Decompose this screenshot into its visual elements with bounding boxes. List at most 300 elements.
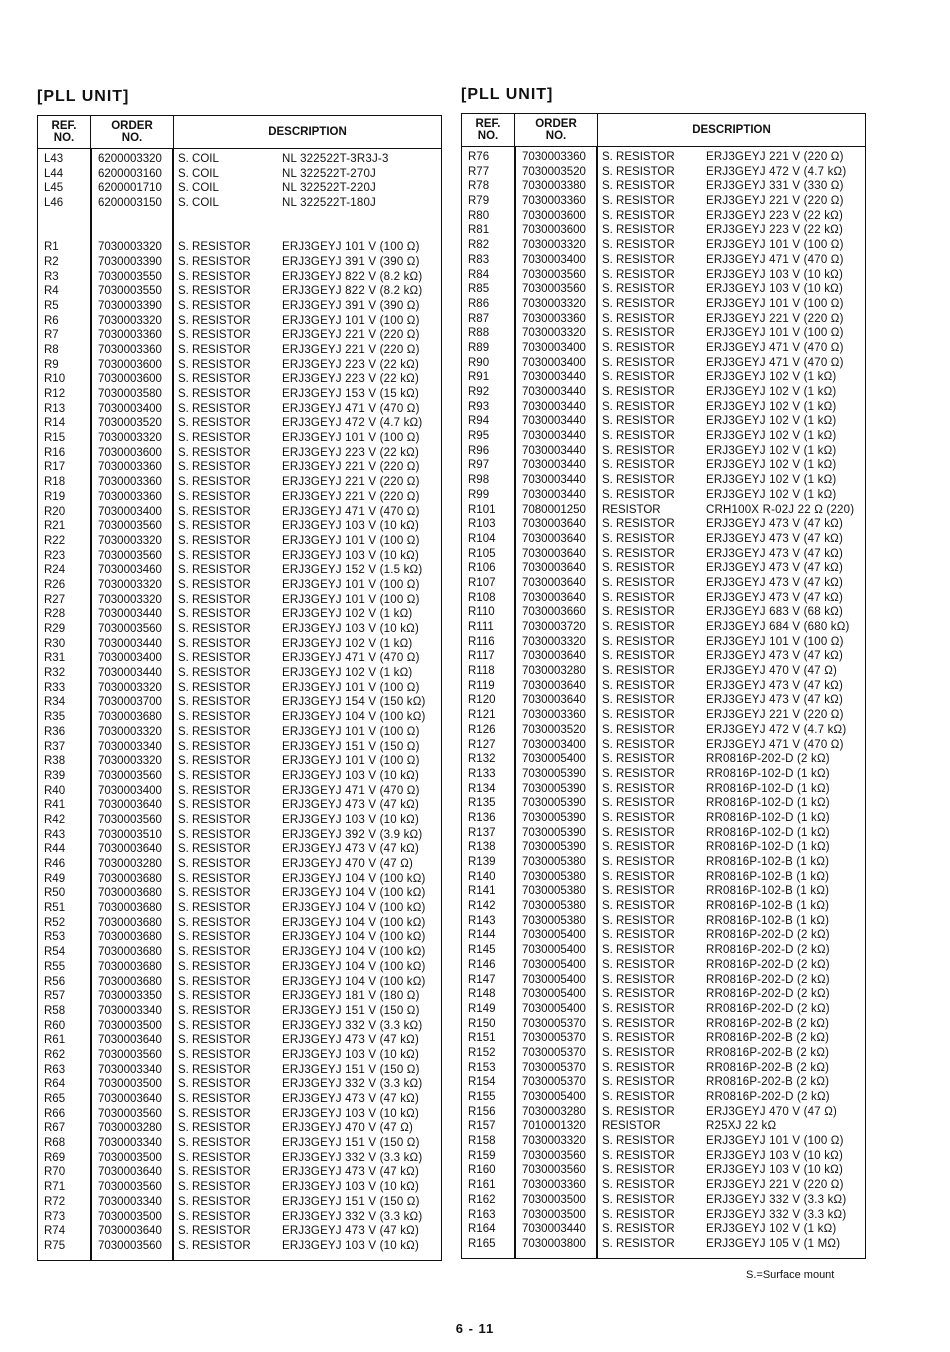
table-row [38, 989, 441, 1004]
cell-part-spec: RR0816P-102-D (1 kΩ) [706, 782, 830, 795]
cell-order-no: 7030003800 [522, 1237, 586, 1250]
cell-order-no: 7030005380 [522, 856, 586, 868]
cell-order-no: 7030003520 [98, 417, 162, 430]
cell-order-no: 7030003550 [98, 270, 162, 283]
table-row [38, 372, 441, 387]
cell-ref-no: R165 [468, 1237, 496, 1250]
cell-ref-no: R68 [44, 1137, 66, 1150]
cell-order-no: 7030003400 [98, 505, 162, 518]
cell-part-spec: ERJ3GEYJ 101 V (100 Ω) [706, 239, 844, 252]
cell-ref-no: R98 [468, 474, 490, 487]
cell-part-spec: ERJ3GEYJ 471 V (470 Ω) [282, 652, 420, 665]
cell-ref-no: R126 [468, 723, 496, 736]
table-row [38, 842, 441, 857]
cell-part-spec: ERJ3GEYJ 101 V (100 Ω) [282, 681, 420, 694]
cell-order-no: 7030003320 [98, 432, 162, 445]
table-row [38, 945, 441, 960]
cell-part-spec: ERJ3GEYJ 221 V (220 Ω) [706, 151, 844, 163]
cell-part-name: S. RESISTOR [602, 180, 675, 193]
cell-ref-no: R151 [468, 1032, 496, 1045]
table-row [462, 458, 865, 473]
cell-order-no: 7030005400 [522, 929, 586, 942]
table-body [462, 147, 865, 1258]
cell-part-name: S. RESISTOR [178, 740, 251, 753]
cell-ref-no: R14 [44, 417, 66, 430]
cell-part-spec: ERJ3GEYJ 102 V (1 kΩ) [706, 386, 837, 398]
cell-part-spec: ERJ3GEYJ 104 V (100 kΩ) [282, 946, 426, 959]
cell-part-name: S. RESISTOR [602, 1061, 675, 1074]
table-row [38, 828, 441, 843]
cell-order-no: 7030003320 [98, 593, 162, 606]
cell-ref-no: R44 [44, 843, 66, 856]
cell-part-spec: ERJ3GEYJ 471 V (470 Ω) [706, 253, 844, 266]
cell-ref-no: R149 [468, 1002, 496, 1015]
cell-part-name: S. RESISTOR [602, 958, 675, 971]
cell-part-name: S. RESISTOR [178, 1019, 251, 1032]
cell-ref-no: R142 [468, 900, 496, 913]
cell-part-spec: RR0816P-202-D (2 kΩ) [706, 929, 830, 942]
cell-ref-no: R4 [44, 285, 59, 298]
cell-ref-no: R76 [468, 151, 490, 163]
cell-ref-no: R144 [468, 929, 496, 942]
cell-ref-no: R35 [44, 711, 66, 724]
cell-part-spec: ERJ3GEYJ 104 V (100 kΩ) [282, 916, 426, 929]
cell-ref-no: R94 [468, 415, 490, 428]
cell-part-spec: RR0816P-202-B (2 kΩ) [706, 1076, 830, 1089]
cell-part-name: S. RESISTOR [602, 297, 675, 310]
cell-ref-no: R69 [44, 1151, 66, 1164]
table-row [38, 563, 441, 578]
cell-part-spec: ERJ3GEYJ 104 V (100 kΩ) [282, 887, 426, 900]
cell-order-no: 7030003440 [522, 444, 586, 457]
cell-ref-no: R156 [468, 1105, 496, 1118]
cell-part-name: S. RESISTOR [178, 828, 251, 841]
table-row [462, 752, 865, 767]
cell-ref-no: R163 [468, 1208, 496, 1221]
cell-ref-no: R153 [468, 1061, 496, 1074]
cell-part-name: S. RESISTOR [602, 1208, 675, 1221]
cell-order-no: 6200003160 [98, 167, 162, 180]
cell-part-spec: ERJ3GEYJ 221 V (220 Ω) [282, 329, 420, 342]
cell-part-spec: ERJ3GEYJ 101 V (100 Ω) [282, 534, 420, 547]
cell-ref-no: R99 [468, 488, 490, 501]
table-row [462, 253, 865, 268]
cell-ref-no: R58 [44, 1004, 66, 1017]
cell-part-name: S. RESISTOR [602, 356, 675, 369]
cell-order-no: 7030003640 [522, 679, 586, 692]
page-number: 6 - 11 [455, 1321, 495, 1336]
table-row [462, 223, 865, 238]
cell-order-no: 7030003510 [98, 828, 162, 841]
cell-ref-no: R24 [44, 564, 66, 577]
cell-order-no: 7030003360 [98, 343, 162, 356]
table-row [38, 1107, 441, 1122]
cell-part-name: S. RESISTOR [602, 1046, 675, 1059]
cell-order-no: 7030003680 [98, 711, 162, 724]
cell-part-spec: ERJ3GEYJ 103 V (10 kΩ) [706, 1164, 843, 1177]
table-row [462, 855, 865, 870]
cell-ref-no: R84 [468, 268, 490, 281]
cell-part-spec: ERJ3GEYJ 332 V (3.3 kΩ) [282, 1019, 423, 1032]
table-row [462, 738, 865, 753]
cell-part-name: S. RESISTOR [178, 725, 251, 738]
cell-order-no: 7030005400 [522, 944, 586, 957]
cell-order-no: 7030005370 [522, 1032, 586, 1045]
cell-order-no: 7030003600 [522, 224, 586, 237]
cell-part-name: S. RESISTOR [178, 1107, 251, 1120]
cell-part-spec: ERJ3GEYJ 472 V (4.7 kΩ) [706, 165, 847, 178]
table-row [38, 1063, 441, 1078]
cell-ref-no: R95 [468, 430, 490, 443]
cell-order-no: 7030003390 [98, 255, 162, 268]
cell-part-name: S. RESISTOR [602, 151, 675, 163]
table-row [38, 637, 441, 652]
cell-part-name: S. RESISTOR [178, 667, 251, 680]
cell-part-spec: ERJ3GEYJ 822 V (8.2 kΩ) [282, 270, 423, 283]
cell-part-name: S. RESISTOR [602, 1076, 675, 1089]
cell-part-name: S. RESISTOR [602, 1179, 675, 1192]
cell-order-no: 7030003460 [98, 564, 162, 577]
table-row [462, 341, 865, 356]
cell-part-spec: ERJ3GEYJ 102 V (1 kΩ) [706, 430, 837, 443]
cell-order-no: 7030003340 [98, 1004, 162, 1017]
cell-ref-no: R62 [44, 1048, 66, 1061]
cell-ref-no: R89 [468, 341, 490, 354]
cell-part-spec: ERJ3GEYJ 151 V (150 Ω) [282, 1137, 420, 1150]
cell-part-spec: ERJ3GEYJ 104 V (100 kΩ) [282, 975, 426, 988]
cell-part-name: S. RESISTOR [602, 973, 675, 986]
cell-ref-no: R106 [468, 562, 496, 575]
cell-part-name: S. RESISTOR [178, 564, 251, 577]
cell-order-no: 7030003640 [98, 1225, 162, 1238]
cell-order-no: 7030003560 [98, 549, 162, 562]
cell-ref-no: R121 [468, 709, 496, 722]
table-row [462, 723, 865, 738]
cell-part-name: S. RESISTOR [602, 665, 675, 678]
cell-part-spec: ERJ3GEYJ 103 V (10 kΩ) [282, 549, 419, 562]
table-row [38, 901, 441, 916]
table-row [38, 975, 441, 990]
cell-part-name: S. RESISTOR [178, 476, 251, 489]
cell-part-spec: ERJ3GEYJ 104 V (100 kΩ) [282, 872, 426, 885]
cell-order-no: 7030003520 [522, 723, 586, 736]
cell-part-spec: ERJ3GEYJ 151 V (150 Ω) [282, 1004, 420, 1017]
table-row [38, 725, 441, 740]
cell-part-name: RESISTOR [602, 503, 661, 516]
cell-part-spec: ERJ3GEYJ 104 V (100 kΩ) [282, 711, 426, 724]
cell-order-no: 7030003640 [522, 650, 586, 663]
cell-ref-no: R110 [468, 606, 495, 619]
cell-ref-no: R96 [468, 444, 490, 457]
cell-part-name: S. RESISTOR [178, 1195, 251, 1208]
cell-ref-no: R54 [44, 946, 66, 959]
cell-part-name: S. RESISTOR [178, 373, 251, 386]
cell-order-no: 7030003520 [522, 165, 586, 178]
cell-part-name: S. COIL [178, 182, 219, 195]
cell-ref-no: R50 [44, 887, 66, 900]
cell-part-spec: ERJ3GEYJ 684 V (680 kΩ) [706, 621, 850, 633]
table-row [38, 886, 441, 901]
cell-ref-no: R67 [44, 1122, 66, 1135]
cell-ref-no: R19 [44, 490, 66, 503]
cell-part-name: S. RESISTOR [602, 444, 675, 457]
cell-part-spec: ERJ3GEYJ 332 V (3.3 kΩ) [706, 1193, 847, 1206]
cell-order-no: 7030003440 [98, 667, 162, 680]
cell-part-name: S. RESISTOR [178, 990, 251, 1003]
table-row [462, 488, 865, 503]
cell-ref-no: R18 [44, 476, 66, 489]
table-row [462, 312, 865, 327]
cell-part-name: S. RESISTOR [178, 1137, 251, 1150]
cell-order-no: 7030003640 [522, 532, 586, 545]
table-row [38, 402, 441, 417]
cell-part-spec: ERJ3GEYJ 151 V (150 Ω) [282, 740, 420, 753]
cell-order-no: 7030003640 [522, 518, 586, 531]
cell-part-spec: ERJ3GEYJ 473 V (47 kΩ) [706, 694, 843, 707]
cell-ref-no: R26 [44, 578, 66, 591]
cell-ref-no: R105 [468, 547, 496, 560]
table-row [462, 400, 865, 415]
table-row [38, 1077, 441, 1092]
cell-part-spec: ERJ3GEYJ 101 V (100 Ω) [282, 725, 420, 738]
cell-part-name: S. RESISTOR [178, 858, 251, 870]
cell-part-spec: ERJ3GEYJ 223 V (22 kΩ) [282, 373, 419, 386]
table-row [38, 387, 441, 402]
cell-ref-no: L44 [44, 167, 64, 180]
cell-part-name: S. RESISTOR [602, 1237, 675, 1250]
table-row [462, 826, 865, 841]
cell-part-name: S. RESISTOR [178, 960, 251, 973]
table-row [38, 769, 441, 784]
table-row [38, 1239, 441, 1254]
cell-part-spec: NL 322522T-180J [282, 197, 377, 210]
table-row [38, 519, 441, 534]
cell-order-no: 7030003360 [98, 476, 162, 489]
cell-ref-no: R103 [468, 518, 496, 531]
cell-order-no: 7030003350 [98, 990, 162, 1003]
cell-part-name: S. RESISTOR [178, 1181, 251, 1194]
cell-part-spec: ERJ3GEYJ 103 V (10 kΩ) [282, 1181, 419, 1194]
cell-part-spec: ERJ3GEYJ 154 V (150 kΩ) [282, 696, 426, 709]
table-row [38, 1092, 441, 1107]
table-row [462, 664, 865, 679]
cell-order-no: 7030003320 [98, 314, 162, 327]
table-row [462, 282, 865, 297]
cell-order-no: 7030005380 [522, 900, 586, 913]
cell-part-spec: ERJ3GEYJ 473 V (47 kΩ) [706, 576, 843, 589]
cell-part-name: S. RESISTOR [178, 285, 251, 298]
cell-ref-no: R117 [468, 650, 495, 663]
cell-ref-no: R3 [44, 270, 59, 283]
table-row [38, 1180, 441, 1195]
cell-ref-no: R157 [468, 1120, 496, 1133]
cell-part-name: S. RESISTOR [602, 415, 675, 428]
cell-order-no: 7030003660 [522, 606, 586, 619]
cell-order-no: 7030005390 [522, 841, 586, 854]
cell-order-no: 7030003560 [98, 1107, 162, 1120]
cell-order-no: 7030003600 [98, 358, 162, 371]
table-row [462, 591, 865, 606]
cell-part-name: S. RESISTOR [178, 946, 251, 959]
cell-part-name: S. RESISTOR [602, 283, 675, 296]
cell-part-spec: ERJ3GEYJ 104 V (100 kΩ) [282, 960, 426, 973]
cell-ref-no: R137 [468, 826, 496, 839]
cell-order-no: 7030003500 [522, 1193, 586, 1206]
table-row [462, 987, 865, 1002]
cell-part-name: S. RESISTOR [602, 1164, 675, 1177]
table-row [462, 547, 865, 562]
cell-part-spec: ERJ3GEYJ 101 V (100 Ω) [282, 432, 420, 445]
parts-table [37, 115, 442, 1261]
cell-order-no: 7030003400 [522, 356, 586, 369]
cell-order-no: 7030003560 [522, 1149, 586, 1162]
cell-order-no: 7030005390 [522, 782, 586, 795]
table-row [462, 209, 865, 224]
cell-part-spec: ERJ3GEYJ 822 V (8.2 kΩ) [282, 285, 423, 298]
table-row [38, 534, 441, 549]
cell-part-name: S. RESISTOR [178, 446, 251, 459]
cell-order-no: 7030003680 [98, 916, 162, 929]
cell-part-spec: ERJ3GEYJ 473 V (47 kΩ) [706, 679, 843, 692]
cell-part-spec: RR0816P-202-D (2 kΩ) [706, 958, 830, 971]
table-row [38, 549, 441, 564]
cell-part-spec: ERJ3GEYJ 101 V (100 Ω) [282, 593, 420, 606]
cell-part-name: S. RESISTOR [178, 975, 251, 988]
cell-order-no: 7030003640 [522, 694, 586, 707]
cell-part-name: S. RESISTOR [178, 1225, 251, 1238]
cell-part-spec: RR0816P-202-B (2 kΩ) [706, 1032, 830, 1045]
cell-part-spec: ERJ3GEYJ 473 V (47 kΩ) [706, 562, 843, 575]
table-row [462, 1105, 865, 1120]
table-row [38, 255, 441, 270]
table-row [38, 651, 441, 666]
cell-order-no: 7030003500 [98, 1078, 162, 1091]
cell-part-name: S. RESISTOR [602, 650, 675, 663]
cell-part-name: S. RESISTOR [178, 637, 251, 650]
table-row [462, 297, 865, 312]
cell-part-spec: ERJ3GEYJ 470 V (47 Ω) [706, 665, 838, 678]
header-order-no: ORDER NO. [91, 116, 174, 148]
cell-part-name: S. RESISTOR [178, 608, 251, 621]
cell-part-spec: RR0816P-202-D (2 kΩ) [706, 753, 830, 766]
spacer-row [38, 225, 441, 240]
cell-ref-no: R61 [44, 1034, 66, 1047]
cell-part-spec: ERJ3GEYJ 223 V (22 kΩ) [706, 224, 843, 237]
table-row [38, 1210, 441, 1225]
cell-order-no: 7030003640 [522, 547, 586, 560]
cell-order-no: 7030003400 [522, 341, 586, 354]
parts-list-right [461, 85, 866, 1259]
cell-ref-no: R135 [468, 797, 496, 810]
cell-order-no: 7030005390 [522, 797, 586, 810]
cell-part-name: S. RESISTOR [178, 696, 251, 709]
cell-order-no: 7030005390 [522, 826, 586, 839]
cell-order-no: 7030005370 [522, 1076, 586, 1089]
cell-part-name: S. RESISTOR [602, 312, 675, 325]
cell-part-spec: ERJ3GEYJ 473 V (47 kΩ) [282, 843, 419, 856]
cell-part-spec: ERJ3GEYJ 153 V (15 kΩ) [282, 388, 419, 400]
cell-ref-no: R43 [44, 828, 66, 841]
cell-part-spec: ERJ3GEYJ 152 V (1.5 kΩ) [282, 564, 423, 577]
cell-part-spec: ERJ3GEYJ 221 V (220 Ω) [282, 490, 420, 503]
cell-ref-no: R23 [44, 549, 66, 562]
cell-ref-no: R39 [44, 769, 66, 782]
cell-part-spec: ERJ3GEYJ 103 V (10 kΩ) [282, 1239, 419, 1252]
table-row [38, 784, 441, 799]
cell-ref-no: R162 [468, 1193, 496, 1206]
cell-order-no: 7030003560 [98, 1181, 162, 1194]
cell-order-no: 7030003640 [522, 562, 586, 575]
cell-order-no: 7030005380 [522, 870, 586, 883]
cell-ref-no: R31 [44, 652, 66, 665]
cell-ref-no: R143 [468, 914, 496, 927]
cell-part-spec: ERJ3GEYJ 103 V (10 kΩ) [282, 1107, 419, 1120]
cell-part-spec: ERJ3GEYJ 221 V (220 Ω) [706, 195, 844, 208]
cell-order-no: 7030003340 [98, 1063, 162, 1076]
cell-order-no: 7030003360 [522, 1179, 586, 1192]
cell-ref-no: R28 [44, 608, 66, 621]
cell-part-spec: ERJ3GEYJ 103 V (10 kΩ) [282, 1048, 419, 1061]
cell-part-name: S. RESISTOR [602, 944, 675, 957]
table-row [38, 152, 441, 167]
cell-part-name: S. RESISTOR [602, 591, 675, 604]
table-row [38, 196, 441, 211]
cell-ref-no: R55 [44, 960, 66, 973]
cell-part-spec: ERJ3GEYJ 221 V (220 Ω) [706, 1179, 844, 1192]
cell-ref-no: R138 [468, 841, 496, 854]
table-row [38, 1165, 441, 1180]
table-row [462, 1149, 865, 1164]
cell-part-spec: ERJ3GEYJ 471 V (470 Ω) [706, 341, 844, 354]
cell-part-spec: ERJ3GEYJ 223 V (22 kΩ) [282, 446, 419, 459]
cell-part-name: S. RESISTOR [178, 1034, 251, 1047]
cell-order-no: 7030003360 [522, 709, 586, 722]
cell-part-spec: RR0816P-202-B (2 kΩ) [706, 1046, 830, 1059]
cell-ref-no: R66 [44, 1107, 66, 1120]
cell-part-spec: ERJ3GEYJ 102 V (1 kΩ) [282, 637, 413, 650]
cell-part-name: S. RESISTOR [602, 767, 675, 780]
cell-ref-no: R42 [44, 813, 66, 826]
cell-ref-no: R83 [468, 253, 490, 266]
cell-order-no: 7030003360 [98, 490, 162, 503]
cell-order-no: 7030003600 [98, 373, 162, 386]
table-row [38, 622, 441, 637]
table-row [38, 710, 441, 725]
spacer-row [38, 211, 441, 226]
cell-ref-no: R71 [44, 1181, 66, 1194]
cell-ref-no: R145 [468, 944, 496, 957]
table-row [38, 240, 441, 255]
table-row [38, 872, 441, 887]
cell-ref-no: R118 [468, 665, 495, 678]
cell-part-name: S. RESISTOR [602, 224, 675, 237]
cell-part-name: S. RESISTOR [602, 635, 675, 648]
table-row [38, 299, 441, 314]
cell-ref-no: R29 [44, 623, 66, 635]
cell-order-no: 7030003320 [98, 755, 162, 768]
cell-ref-no: R140 [468, 870, 496, 883]
cell-order-no: 7030003680 [98, 946, 162, 959]
cell-part-name: S. RESISTOR [178, 329, 251, 342]
cell-ref-no: R86 [468, 297, 490, 310]
cell-order-no: 7030005390 [522, 811, 586, 824]
cell-part-name: S. COIL [178, 153, 219, 165]
cell-part-spec: ERJ3GEYJ 101 V (100 Ω) [282, 241, 420, 254]
cell-part-spec: ERJ3GEYJ 221 V (220 Ω) [282, 461, 420, 474]
cell-part-name: S. RESISTOR [178, 872, 251, 885]
cell-part-name: S. RESISTOR [602, 400, 675, 413]
cell-part-name: S. RESISTOR [602, 929, 675, 942]
